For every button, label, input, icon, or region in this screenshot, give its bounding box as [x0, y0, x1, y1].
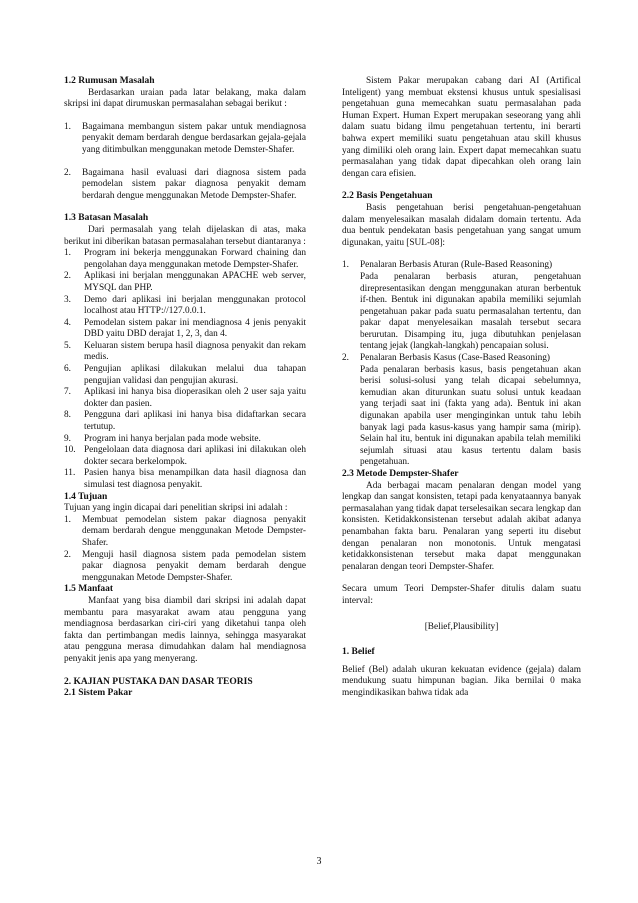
section-2-3-body: Ada berbagai macam penalaran dengan model yang lengkap dan sangat konsisten, tetapi pada kenyataannya banyak permasalahan yang tidak dapat terselesaikan secara lengkap dan konsisten. Ketidakkonsistenan tersebut adalah akibat adanya penambahan fakta baru. Penalaran yang seperti itu disebut dengan penalaran non monotonis. Untuk mengatasi ketidakkonsistenan tersebut maka dapat menggunakan penalaran dengan teori Dempster-Shafer.: [342, 480, 581, 572]
section-1-5-title: 1.5 Manfaat: [64, 584, 114, 595]
section-2-2-body: Basis pengetahuan berisi pengetahuan-pengetahuan dalam menyelesaikan masalah didalam domain tertentu. Ada dua bentuk pendekatan basis pengetahuan yang sangat umum digunakan, yaitu [SUL-08]:: [342, 202, 581, 248]
belief-body: Belief (Bel) adalah ukuran kekuatan evidence (gejala) dalam mendukung suatu himpunan bagian. Jika bernilai 0 maka mengindikasikan bahwa tidak ada: [342, 664, 581, 698]
basis-item-1: 1. Penalaran Berbasis Aturan (Rule-Based Reasoning) Pada penalaran berbasis aturan, pengetahuan direpresentasikan dengan menggunakan aturan berbentuk if-then. Bentuk ini digunakan apabila memiliki sejumlah pengetahuan pakar pada suatu permasalahan tertentu, dan pakar dapat menyelesaikan masalah tersebut secara berurutan. Disamping itu, juga dibutuhkan penjelasan tentang jejak (langkah-langkah) pencapaian solusi.: [342, 260, 581, 352]
section-2-3-title: 2.3 Metode Dempster-Shafer: [342, 469, 459, 479]
tujuan-item-1: 1. Membuat pemodelan sistem pakar diagnosa penyakit demam berdarah dengue menggunakan Metode Dempster-Shafer.: [64, 514, 306, 548]
section-2-title: 2. KAJIAN PUSTAKA DAN DASAR TEORIS: [64, 676, 253, 687]
list-item: 4. Pemodelan sistem pakar ini mendiagnosa 4 jenis penyakit DBD yaitu DBD derajat 1, 2, 3, dan 4.: [64, 317, 306, 340]
right-column: [342, 76, 581, 700]
list-item: 6. Pengujian aplikasi dilakukan melalui dua tahapan pengujian validasi dan pengujian akurasi.: [64, 364, 306, 386]
list-item: 2. Aplikasi ini berjalan menggunakan APACHE web server, MYSQL dan PHP.: [64, 271, 306, 293]
section-1-4-title: 1.4 Tujuan: [64, 491, 108, 502]
page-number: 3: [316, 856, 322, 867]
rumusan-item-1: 1. Bagaimana membangun sistem pakar untuk mendiagnosa penyakit demam berdarah dengue berdasarkan gejala-gejala yang ditimbulkan menggunakan metode Demster-Shafer.: [64, 121, 306, 155]
list-item: 1. Program ini bekerja menggunakan Forward chaining dan pengolahan daya menggunakan metode Dempster-Shafer.: [64, 248, 306, 270]
list-item: 5. Keluaran sistem berupa hasil diagnosa penyakit dan rekam medis.: [64, 340, 306, 363]
sistem-pakar-body: Sistem Pakar merupakan cabang dari AI (Artifical Inteligent) yang membuat ekstensi khusus untuk spesialisasi pengetahuan guna memecahkan suatu permasalahan pada Human Expert. Human Expert merupakan seseorang yang ahli dalam suatu bidang ilmu pengetahuan tertentu, ini berarti bahwa expert memiliki suatu pengetahuan atau skill khusus yang dimiliki oleh orang lain. Expert dapat memecahkan suatu permasalahan yang tidak dapat dipecahkan oleh orang lain dengan cara efisien.: [342, 76, 581, 179]
section-1-5-body: Manfaat yang bisa diambil dari skripsi ini adalah dapat membantu para masyarakat awam atau pengguna yang mendiagnosa berdasarkan ciri-ciri yang diketahui tanpa oleh fakta dan pertimbangan medis lainnya, sehingga masyarakat atau pengguna merasa dimudahkan dalam hal mendiagnosa penyakit jenis apa yang menyerang.: [64, 595, 306, 664]
belief-title: 1. Belief: [342, 647, 375, 658]
list-item: 10. Pengelolaan data diagnosa dari aplikasi ini dilakukan oleh dokter secara berkelompok.: [64, 445, 306, 467]
list-item: 3. Demo dari aplikasi ini berjalan menggunakan protocol localhost atau HTTP://127.0.0.1.: [64, 294, 306, 317]
section-1-2-title: 1.2 Rumusan Masalah: [64, 76, 155, 86]
section-2-1-title: 2.1 Sistem Pakar: [64, 688, 133, 699]
batasan-list: [64, 248, 306, 491]
list-item: 8. Pengguna dari aplikasi ini hanya bisa didaftarkan secara tertutup.: [64, 410, 306, 433]
section-1-3-title: 1.3 Batasan Masalah: [64, 213, 149, 224]
formula: [Belief,Plausibility]: [424, 621, 499, 632]
tujuan-item-2: 2. Menguji hasil diagnosa sistem pada pemodelan sistem pakar diagnosa penyakit demam berdarah dengue menggunakan Metode Dempster-Shafer.: [64, 549, 306, 583]
section-1-3-intro: Dari permasalah yang telah dijelaskan di atas, maka berikut ini diberikan batasan permasalahan tersebut diantaranya :: [64, 224, 306, 247]
list-item: 7. Aplikasi ini hanya bisa dioperasikan oleh 2 user saja yaitu dokter dan pasien.: [64, 387, 306, 409]
basis-item-2: 2. Penalaran Berbasis Kasus (Case-Based Reasoning) Pada penalaran berbasis kasus, basis pengetahuan akan berisi solusi-solusi yang telah dicapai sebelumnya, kemudian akan diturunkan suatu solusi untuk keadaan yang terjadi saat ini (fakta yang ada). Bentuk ini akan digunakan apabila user menginginkan untuk tahu lebih banyak lagi pada kasus-kasus yang hampir sama (mirip). Selain hal itu, bentuk ini digunakan apabila telah memiliki sejumlah situasi atau kasus tertentu dalam basis pengetahuan.: [342, 353, 581, 468]
rumusan-item-2: 2. Bagaimana hasil evaluasi dari diagnosa sistem pada pemodelan sistem pakar diagnosa penyakit demam berdarah dengue menggunakan Metode Dempster-Shafer.: [64, 167, 306, 201]
interval-intro: Secara umum Teori Dempster-Shafer ditulis dalam suatu interval:: [342, 584, 581, 606]
list-item: 9. Program ini hanya berjalan pada mode website.: [64, 433, 261, 444]
list-item: 11. Pasien hanya bisa menampilkan data hasil diagnosa dan simulasi test diagnosa penyakit.: [64, 468, 306, 490]
section-1-4-intro: Tujuan yang ingin dicapai dari penelitian skripsi ini adalah :: [64, 503, 288, 514]
section-1-2-intro: Berdasarkan uraian pada latar belakang, maka dalam skripsi ini dapat dirumuskan permasalahan sebagai berikut :: [64, 87, 306, 110]
section-2-2-title: 2.2 Basis Pengetahuan: [342, 191, 433, 202]
left-column: [64, 76, 306, 700]
